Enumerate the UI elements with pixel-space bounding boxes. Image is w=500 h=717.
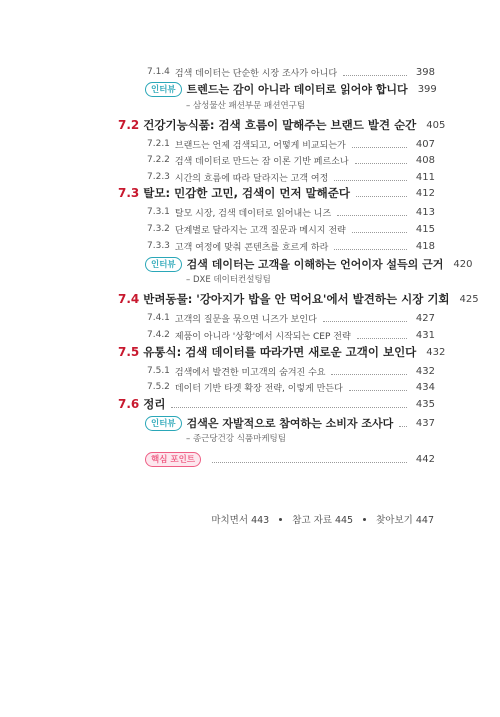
interview-badge: 인터뷰 xyxy=(145,416,182,431)
toc-number: 7.5 xyxy=(118,345,140,359)
toc-title: 데이터 기반 타겟 확장 전략, 이렇게 만든다 xyxy=(174,383,343,394)
toc-entry[interactable] xyxy=(0,309,500,327)
toc-number: 7.6 xyxy=(118,397,140,411)
toc-number: 7.2 xyxy=(118,118,140,132)
index-link[interactable]: 찾아보기 447 xyxy=(376,515,434,526)
dot-leader xyxy=(357,338,407,339)
toc-number: 7.4.2 xyxy=(147,330,170,340)
interview-byline: – 삼성물산 패션부문 패션연구팀 xyxy=(186,101,306,111)
toc-title: 탈모 시장, 검색 데이터로 읽어내는 니즈 xyxy=(174,208,332,219)
toc-entry[interactable] xyxy=(0,237,500,255)
toc-number: 7.5.2 xyxy=(147,382,170,392)
toc-title: 검색 데이터는 단순한 시장 조사가 아니다 xyxy=(174,68,338,79)
toc-section[interactable] xyxy=(0,290,500,308)
toc-page: 408 xyxy=(415,154,435,166)
dot-leader xyxy=(399,426,407,427)
interview-byline: – DXE 데이터컨설팅팀 xyxy=(186,275,271,285)
toc-number: 7.3 xyxy=(118,186,140,200)
back-matter-links xyxy=(211,512,434,526)
dot-leader xyxy=(352,232,407,233)
closing-link[interactable]: 마치면서 443 xyxy=(211,515,270,526)
dot-leader xyxy=(334,180,407,181)
toc-title: 트렌드는 감이 아니라 데이터로 읽어야 합니다 xyxy=(186,83,408,96)
toc-title: 시간의 흐름에 따라 달라지는 고객 여정 xyxy=(174,173,329,184)
toc-number: 7.3.2 xyxy=(147,224,170,234)
toc-title: 유통식: 검색 데이터를 따라가면 새로운 고객이 보인다 xyxy=(143,345,417,359)
toc-entry[interactable] xyxy=(0,63,500,81)
toc-section[interactable] xyxy=(0,343,500,361)
interview-byline: – 종근당건강 식품마케팅팀 xyxy=(186,434,286,444)
toc-entry-interview[interactable] xyxy=(0,414,500,432)
toc-page: 435 xyxy=(415,398,435,410)
toc-entry[interactable] xyxy=(0,378,500,396)
toc-section[interactable] xyxy=(0,395,500,413)
toc-page: 432 xyxy=(426,346,446,358)
toc-page: 407 xyxy=(415,138,435,150)
toc-number: 7.4 xyxy=(118,292,140,306)
toc-title: 검색은 자발적으로 참여하는 소비자 조사다 xyxy=(186,417,394,430)
toc-page: 398 xyxy=(415,66,435,78)
toc-title: 고객의 질문을 묶으면 니즈가 보인다 xyxy=(174,314,317,325)
toc-number: 7.4.1 xyxy=(147,313,170,323)
toc-title: 브랜드는 언제 검색되고, 어떻게 비교되는가 xyxy=(174,140,346,151)
toc-section[interactable] xyxy=(0,184,500,202)
separator-dot xyxy=(279,518,282,521)
toc-page: 405 xyxy=(426,119,446,131)
dot-leader xyxy=(355,163,407,164)
dot-leader xyxy=(331,374,407,375)
toc-title: 검색 데이터는 고객을 이해하는 언어이자 설득의 근거 xyxy=(186,258,444,271)
toc-page: 415 xyxy=(415,223,435,235)
toc-entry[interactable] xyxy=(0,151,500,169)
toc-page: 425 xyxy=(459,293,479,305)
toc-entry[interactable] xyxy=(0,326,500,344)
toc-page: 434 xyxy=(415,381,435,393)
toc-title: 제품이 아니라 '상황'에서 시작되는 CEP 전략 xyxy=(174,331,351,342)
dot-leader xyxy=(171,407,407,408)
interview-badge: 인터뷰 xyxy=(145,82,182,97)
toc-title: 검색에서 발견한 미고객의 숨겨진 수요 xyxy=(174,367,326,378)
toc-number: 7.2.1 xyxy=(147,139,170,149)
toc-page: 413 xyxy=(415,206,435,218)
toc-page: 412 xyxy=(415,187,435,199)
toc-number: 7.3.3 xyxy=(147,241,170,251)
toc-page: 420 xyxy=(453,258,473,270)
toc-page: 442 xyxy=(415,453,435,465)
dot-leader xyxy=(356,196,407,197)
toc-number: 7.2.2 xyxy=(147,155,170,165)
dot-leader xyxy=(349,390,407,391)
toc-page: 399 xyxy=(417,83,437,95)
separator-dot xyxy=(363,518,366,521)
toc-page: 432 xyxy=(415,365,435,377)
toc-title: 단계별로 달라지는 고객 질문과 메시지 전략 xyxy=(174,225,346,236)
toc-title: 정리 xyxy=(143,397,166,411)
toc-entry-interview[interactable] xyxy=(0,80,500,98)
toc-entry-key-points[interactable] xyxy=(0,450,500,468)
toc-section[interactable] xyxy=(0,116,500,134)
toc-title: 탈모: 민감한 고민, 검색이 먼저 말해준다 xyxy=(143,186,350,200)
toc-page: 411 xyxy=(415,171,435,183)
toc-number: 7.1.4 xyxy=(147,67,170,77)
toc-entry[interactable] xyxy=(0,220,500,238)
toc-title: 반려동물: '강아지가 밥을 안 먹어요'에서 발견하는 시장 기회 xyxy=(143,292,450,306)
toc-title: 고객 여정에 맞춰 콘텐츠를 흐르게 하라 xyxy=(174,242,329,253)
dot-leader xyxy=(323,321,407,322)
key-points-badge: 핵심 포인트 xyxy=(145,452,201,467)
dot-leader xyxy=(334,249,407,250)
toc-title: 건강기능식품: 검색 흐름이 말해주는 브랜드 발견 순간 xyxy=(143,118,417,132)
dot-leader xyxy=(337,215,407,216)
toc-number: 7.5.1 xyxy=(147,366,170,376)
toc-page: 437 xyxy=(415,417,435,429)
references-link[interactable]: 참고 자료 445 xyxy=(292,515,354,526)
toc-number: 7.2.3 xyxy=(147,172,170,182)
toc-entry[interactable] xyxy=(0,203,500,221)
dot-leader xyxy=(352,147,407,148)
toc-page: 431 xyxy=(415,329,435,341)
dot-leader xyxy=(343,75,407,76)
interview-badge: 인터뷰 xyxy=(145,257,182,272)
toc-title: 검색 데이터로 만드는 잠 이론 기반 페르소나 xyxy=(174,156,349,167)
toc-page: 418 xyxy=(415,240,435,252)
toc-page: 427 xyxy=(415,312,435,324)
toc-number: 7.3.1 xyxy=(147,207,170,217)
dot-leader xyxy=(212,462,407,463)
toc-entry-interview[interactable] xyxy=(0,255,500,273)
